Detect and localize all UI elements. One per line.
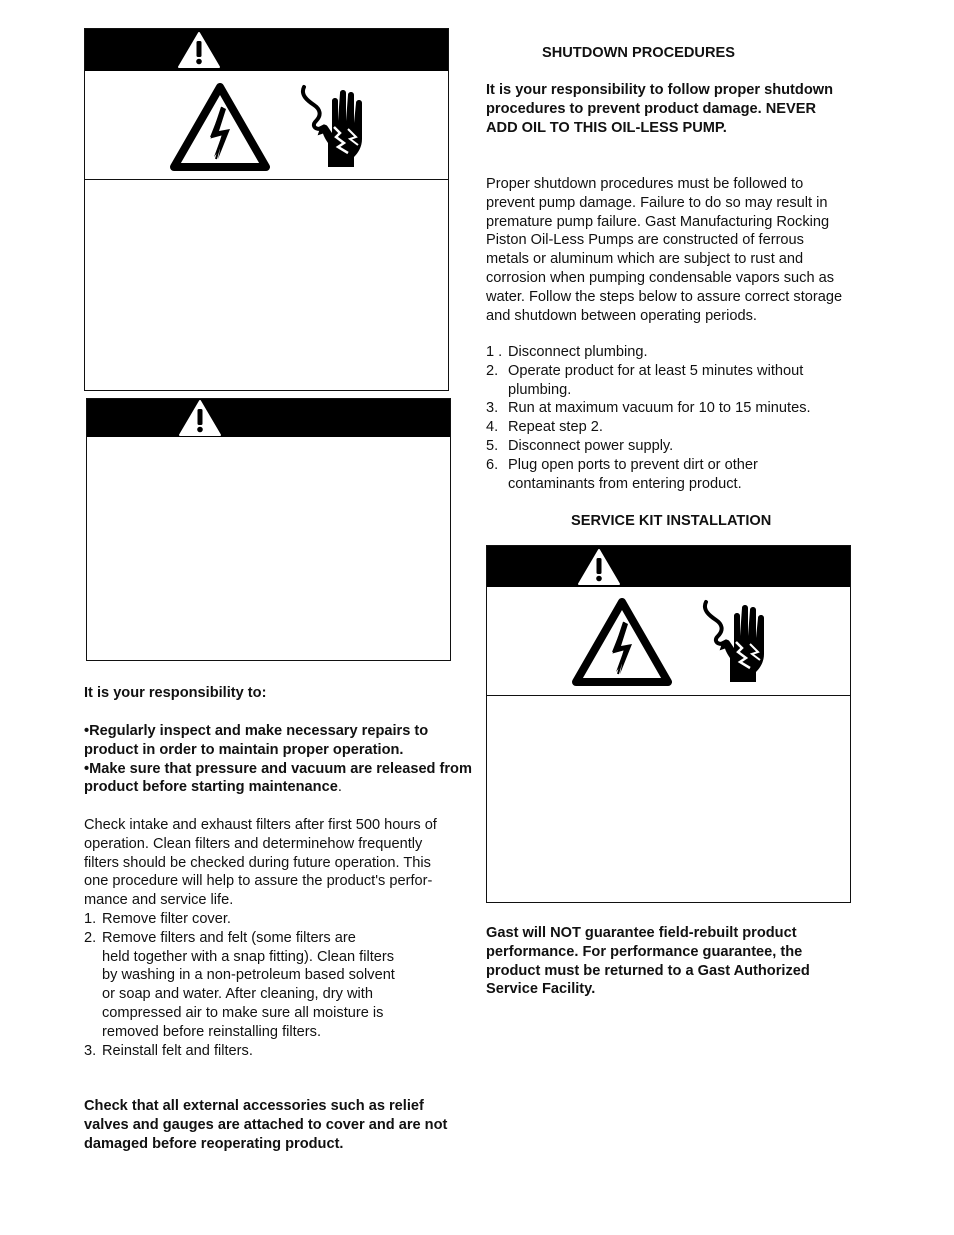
responsibility-heading: It is your responsibility to: (84, 685, 267, 701)
list-item: 1 . Disconnect plumbing. (486, 344, 648, 360)
list-item: 5. Disconnect power supply. (486, 437, 674, 454)
responsibility-item: •Make sure that pressure and vacuum are released from product before starting maintenance. (84, 760, 472, 796)
list-item: 1. Remove filter cover. (84, 911, 231, 927)
text-line: filters should be checked during future operation. This (84, 854, 431, 871)
warning-box-caution (86, 398, 451, 661)
text-line: one procedure will help to assure the product's perfor- (84, 873, 433, 890)
warning-divider (85, 179, 448, 180)
responsibility-list (84, 722, 474, 797)
list-item: 2. Operate product for at least 5 minutes without plumbing. (486, 362, 804, 398)
warning-divider (487, 695, 850, 696)
list-item: 3. Reinstall felt and filters. (84, 1042, 253, 1059)
shutdown-paragraph: Proper shutdown procedures must be followed to prevent pump damage. Failure to do so may result in premature pump failure. Gast Manufacturing Rocking Piston Oil-Less Pumps are constructed of ferrous metals or aluminum which are subject to rust and corrosion when pumping condensable vapors such as water. Follow the steps below to assure correct storage and shutdown between operating periods. (486, 176, 843, 324)
text-line: Check intake and exhaust filters after first 500 hours of (84, 817, 437, 833)
shutdown-steps-list (486, 343, 886, 493)
warning-header-bar (85, 29, 448, 71)
warning-header-bar (87, 399, 450, 437)
text-line: operation. Clean filters and determinehow frequently (84, 835, 423, 852)
text-line: mance and service life. (84, 892, 234, 909)
electric-shock-hand-icon (700, 596, 780, 686)
shutdown-warning: It is your responsibility to follow proper shutdown procedures to prevent product damage. NEVER ADD OIL TO THIS OIL-LESS PUMP. (486, 82, 834, 136)
list-item: 2. Remove filters and felt (some filters are held together with a snap fitting). Clean filters by washing in a non-petroleum based solvent or soap and water. After cleaning, dry with compressed air to make sure all moisture is removed before reinstalling filters. (84, 929, 395, 1040)
list-item: 4. Repeat step 2. (486, 419, 603, 436)
caution-exclamation-icon (177, 31, 221, 69)
service-kit-heading: SERVICE KIT INSTALLATION (571, 513, 772, 529)
guarantee-note: Gast will NOT guarantee field-rebuilt product performance. For performance guarantee, the product must be returned to a Gast Authorized Service Facility. (486, 925, 810, 998)
responsibility-item: •Regularly inspect and make necessary repairs to product in order to maintain proper operation. (84, 723, 429, 758)
warning-box-electrical (84, 28, 449, 391)
caution-exclamation-icon (178, 399, 222, 437)
accessories-note: Check that all external accessories such as relief valves and gauges are attached to cover and are not damaged before reoperating product. (84, 1098, 448, 1152)
electrical-hazard-icon (572, 598, 672, 686)
warning-header-bar (487, 546, 850, 587)
shutdown-heading: SHUTDOWN PROCEDURES (542, 45, 735, 61)
electrical-hazard-icon (170, 83, 270, 171)
filter-paragraph (84, 816, 484, 910)
list-item: 6. Plug open ports to prevent dirt or other contaminants from entering product. (486, 456, 758, 492)
warning-box-service (486, 545, 851, 903)
electric-shock-hand-icon (298, 81, 378, 171)
list-item: 3. Run at maximum vacuum for 10 to 15 minutes. (486, 400, 811, 417)
caution-exclamation-icon (577, 548, 621, 586)
filter-steps-list (84, 910, 484, 1060)
